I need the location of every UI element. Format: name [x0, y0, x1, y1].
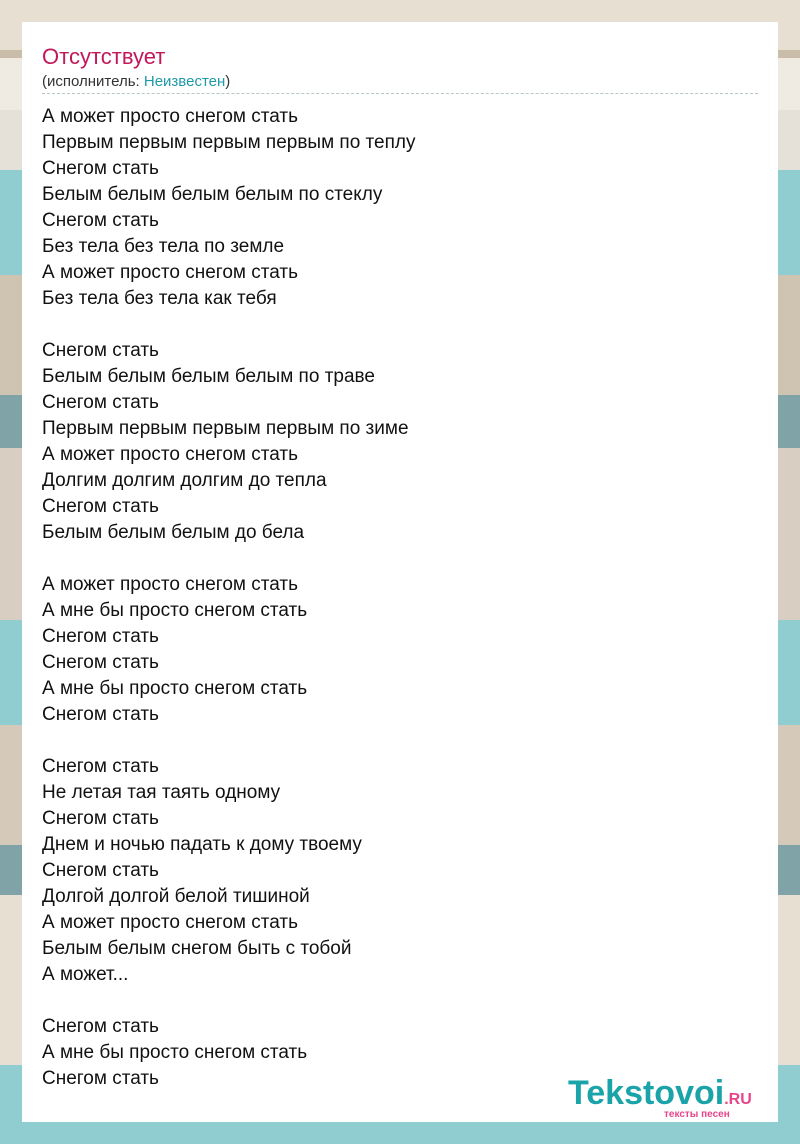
logo-name: Tekstovoi — [568, 1074, 725, 1112]
lyric-line: Снегом стать — [42, 158, 159, 179]
lyric-line: Долгим долгим долгим до тепла — [42, 470, 327, 491]
artist-suffix: ) — [225, 73, 231, 90]
logo-tld: .RU — [724, 1091, 752, 1108]
lyric-line: А может... — [42, 964, 129, 985]
lyric-line: Снегом стать — [42, 652, 159, 673]
lyric-line: Не летая тая таять одному — [42, 782, 281, 803]
lyric-line: Снегом стать — [42, 1068, 159, 1089]
lyric-line: Снегом стать — [42, 808, 159, 829]
lyric-line: А может просто снегом стать — [42, 262, 298, 283]
lyrics-text — [42, 104, 758, 1092]
lyric-line: А мне бы просто снегом стать — [42, 678, 308, 699]
stanza-break — [42, 546, 758, 572]
lyric-line: Снегом стать — [42, 860, 159, 881]
lyric-line: А может просто снегом стать — [42, 106, 298, 127]
lyric-line: А может просто снегом стать — [42, 574, 298, 595]
lyric-line: Снегом стать — [42, 392, 159, 413]
stanza-break — [42, 988, 758, 1014]
stanza-break — [42, 312, 758, 338]
lyric-line: Белым белым белым белым по стеклу — [42, 184, 383, 205]
artist-link[interactable]: Неизвестен — [143, 73, 226, 90]
lyric-line: Белым белым снегом быть с тобой — [42, 938, 352, 959]
title-divider — [42, 93, 758, 94]
logo-tagline: тексты песен — [664, 1109, 730, 1120]
artist-line — [42, 73, 230, 91]
lyric-line: Снегом стать — [42, 704, 159, 725]
lyric-line: А может просто снегом стать — [42, 444, 298, 465]
site-logo[interactable] — [568, 1074, 778, 1118]
song-title: Отсутствует — [42, 44, 166, 69]
lyrics-sheet — [22, 22, 778, 1122]
lyric-line: А мне бы просто снегом стать — [42, 600, 308, 621]
lyric-line: Первым первым первым первым по зиме — [42, 418, 409, 439]
lyric-line: А может просто снегом стать — [42, 912, 298, 933]
lyric-line: Белым белым белым до бела — [42, 522, 305, 543]
lyric-line: Снегом стать — [42, 1016, 159, 1037]
lyric-line: Днем и ночью падать к дому твоему — [42, 834, 362, 855]
lyric-line: Снегом стать — [42, 496, 159, 517]
artist-prefix: (исполнитель: — [42, 73, 144, 90]
lyric-line: Без тела без тела как тебя — [42, 288, 277, 309]
lyric-line: Без тела без тела по земле — [42, 236, 285, 257]
lyric-line: Снегом стать — [42, 340, 159, 361]
lyric-line: Долгой долгой белой тишиной — [42, 886, 310, 907]
lyric-line: Снегом стать — [42, 210, 159, 231]
lyric-line: Белым белым белым белым по траве — [42, 366, 375, 387]
stanza-break — [42, 728, 758, 754]
lyric-line: А мне бы просто снегом стать — [42, 1042, 308, 1063]
lyric-line: Первым первым первым первым по теплу — [42, 132, 416, 153]
lyric-line: Снегом стать — [42, 756, 159, 777]
lyric-line: Снегом стать — [42, 626, 159, 647]
